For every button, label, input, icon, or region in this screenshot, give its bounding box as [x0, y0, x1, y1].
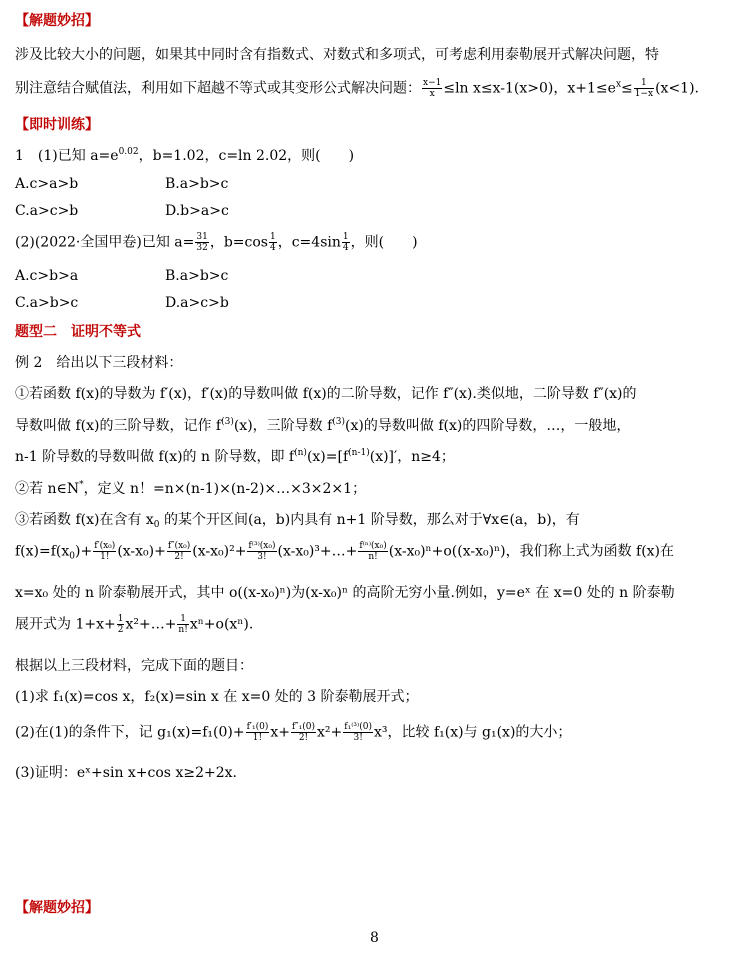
- question-2: (2)(2022·全国甲卷)已知 a= $\frac{31}{32}$ ，b=cos $\frac{1}{4}$ ，c=4sin $\frac{1}{4}$ ，则( ): [15, 232, 418, 253]
- material-2: ②若 n∈N*，定义 n！=n×(n-1)×(n-2)×…×3×2×1；: [15, 480, 367, 497]
- section-title: 题型二 证明不等式: [15, 324, 141, 340]
- tip-header-2: 【解题妙招】: [15, 900, 99, 916]
- task-3: (3)证明：eˣ+sin x+cos x≥2+2x.: [15, 765, 237, 781]
- material-3-line1: ③若函数 f(x)在含有 $x_0$ 的某个开区间(a，b)内具有 n+1 阶导数，那么对于∀x∈(a，b)，有: [15, 512, 580, 530]
- taylor-formula: $f(x)=f(x_0)+$ $\frac{\text{f′(x₀)}}{1!}$ (x-x₀)+ $\frac{\text{f″(x₀)}}{2!}$ (x-x₀)²+ $\frac{\text{f⁽³⁾(x₀)}}{3!}$ (x-x₀)³+…+ $\frac{\text{f⁽ⁿ⁾(x₀)}}{n!}$ (x-x₀)ⁿ+o((x-x₀)ⁿ)，我们称上式为函数 f(x)在: [15, 541, 675, 562]
- material-1-line2: 导数叫做 f(x)的三阶导数，记作 $f^{(3)}(x)$，三阶导数 $f^{(3)}(x)$的导数叫做 f(x)的四阶导数，…，一般地，: [15, 417, 631, 434]
- q1-option-c: C.a>c>b: [15, 203, 79, 219]
- tip-text-line1: 涉及比较大小的问题，如果其中同时含有指数式、对数式和多项式，可考虑利用泰勒展开式解决问题，特: [15, 47, 659, 63]
- task-2: (2)在(1)的条件下，记 g₁(x)=f₁(0)+ $\frac{\text{f′₁(0)}}{1!}$ x+ $\frac{\text{f″₁(0)}}{2!}$ x²+ $\frac{\text{f₁⁽³⁾(0)}}{3!}$ x³，比较 f₁(x)与 g₁(x)的大小；: [15, 722, 572, 743]
- q1-options-row2: [15, 201, 735, 221]
- q1-option-a: A.c>a>b: [15, 176, 79, 192]
- material-3-line3: x=x₀ 处的 n 阶泰勒展开式，其中 o((x-x₀)ⁿ)为(x-x₀)ⁿ 的高阶无穷小量.例如，y=eˣ 在 x=0 处的 n 阶泰勒: [15, 585, 675, 601]
- question-1: 1 (1)已知 $a=e^{0.02}$，b=1.02，c=ln 2.02，则( ): [15, 147, 355, 164]
- tip-header: 【解题妙招】: [15, 13, 99, 29]
- q1-option-d: D.b>a>c: [165, 203, 229, 219]
- inequality-fraction-1: $\frac{x-1}{x}$: [423, 78, 442, 99]
- inequality-fraction-2: $\frac{1}{1-x}$: [634, 78, 654, 99]
- task-1: (1)求 f₁(x)=cos x，f₂(x)=sin x 在 x=0 处的 3 阶泰勒展开式；: [15, 689, 419, 705]
- tip-text-line2: 别注意结合赋值法，利用如下超越不等式或其变形公式解决问题： $\frac{x-1}{x}$ ≤ln x≤x-1(x>0)，$x+1\le e^x\le$ $\frac{1}{1-x}$ (x<1).: [15, 78, 700, 99]
- task-intro: 根据以上三段材料，完成下面的题目：: [15, 658, 253, 674]
- q1-options-row1: [15, 174, 735, 194]
- material-1-line1: ①若函数 f(x)的导数为 f′(x)，f′(x)的导数叫做 f(x)的二阶导数，记作 f″(x).类似地，二阶导数 f″(x)的: [15, 386, 637, 402]
- q2-options-row2: [15, 293, 735, 313]
- training-header: 【即时训练】: [15, 117, 99, 133]
- q2-option-b: B.a>b>c: [165, 268, 229, 284]
- material-1-line3: n-1 阶导数的导数叫做 f(x)的 n 阶导数，即 $f^{(n)}(x)=[f^{(n-1)}(x)]'$，n≥4；: [15, 448, 455, 465]
- q2-option-c: C.a>b>c: [15, 295, 79, 311]
- page-number: 8: [370, 930, 379, 946]
- material-3-line4: 展开式为 1+x+ $\frac{1}{2}$ x²+…+ $\frac{1}{n!}$ xⁿ+o(xⁿ).: [15, 614, 254, 635]
- example-title: 例 2 给出以下三段材料：: [15, 355, 183, 371]
- q2-options-row1: [15, 266, 735, 286]
- q2-option-d: D.a>c>b: [165, 295, 229, 311]
- q2-option-a: A.c>b>a: [15, 268, 79, 284]
- q1-option-b: B.a>b>c: [165, 176, 229, 192]
